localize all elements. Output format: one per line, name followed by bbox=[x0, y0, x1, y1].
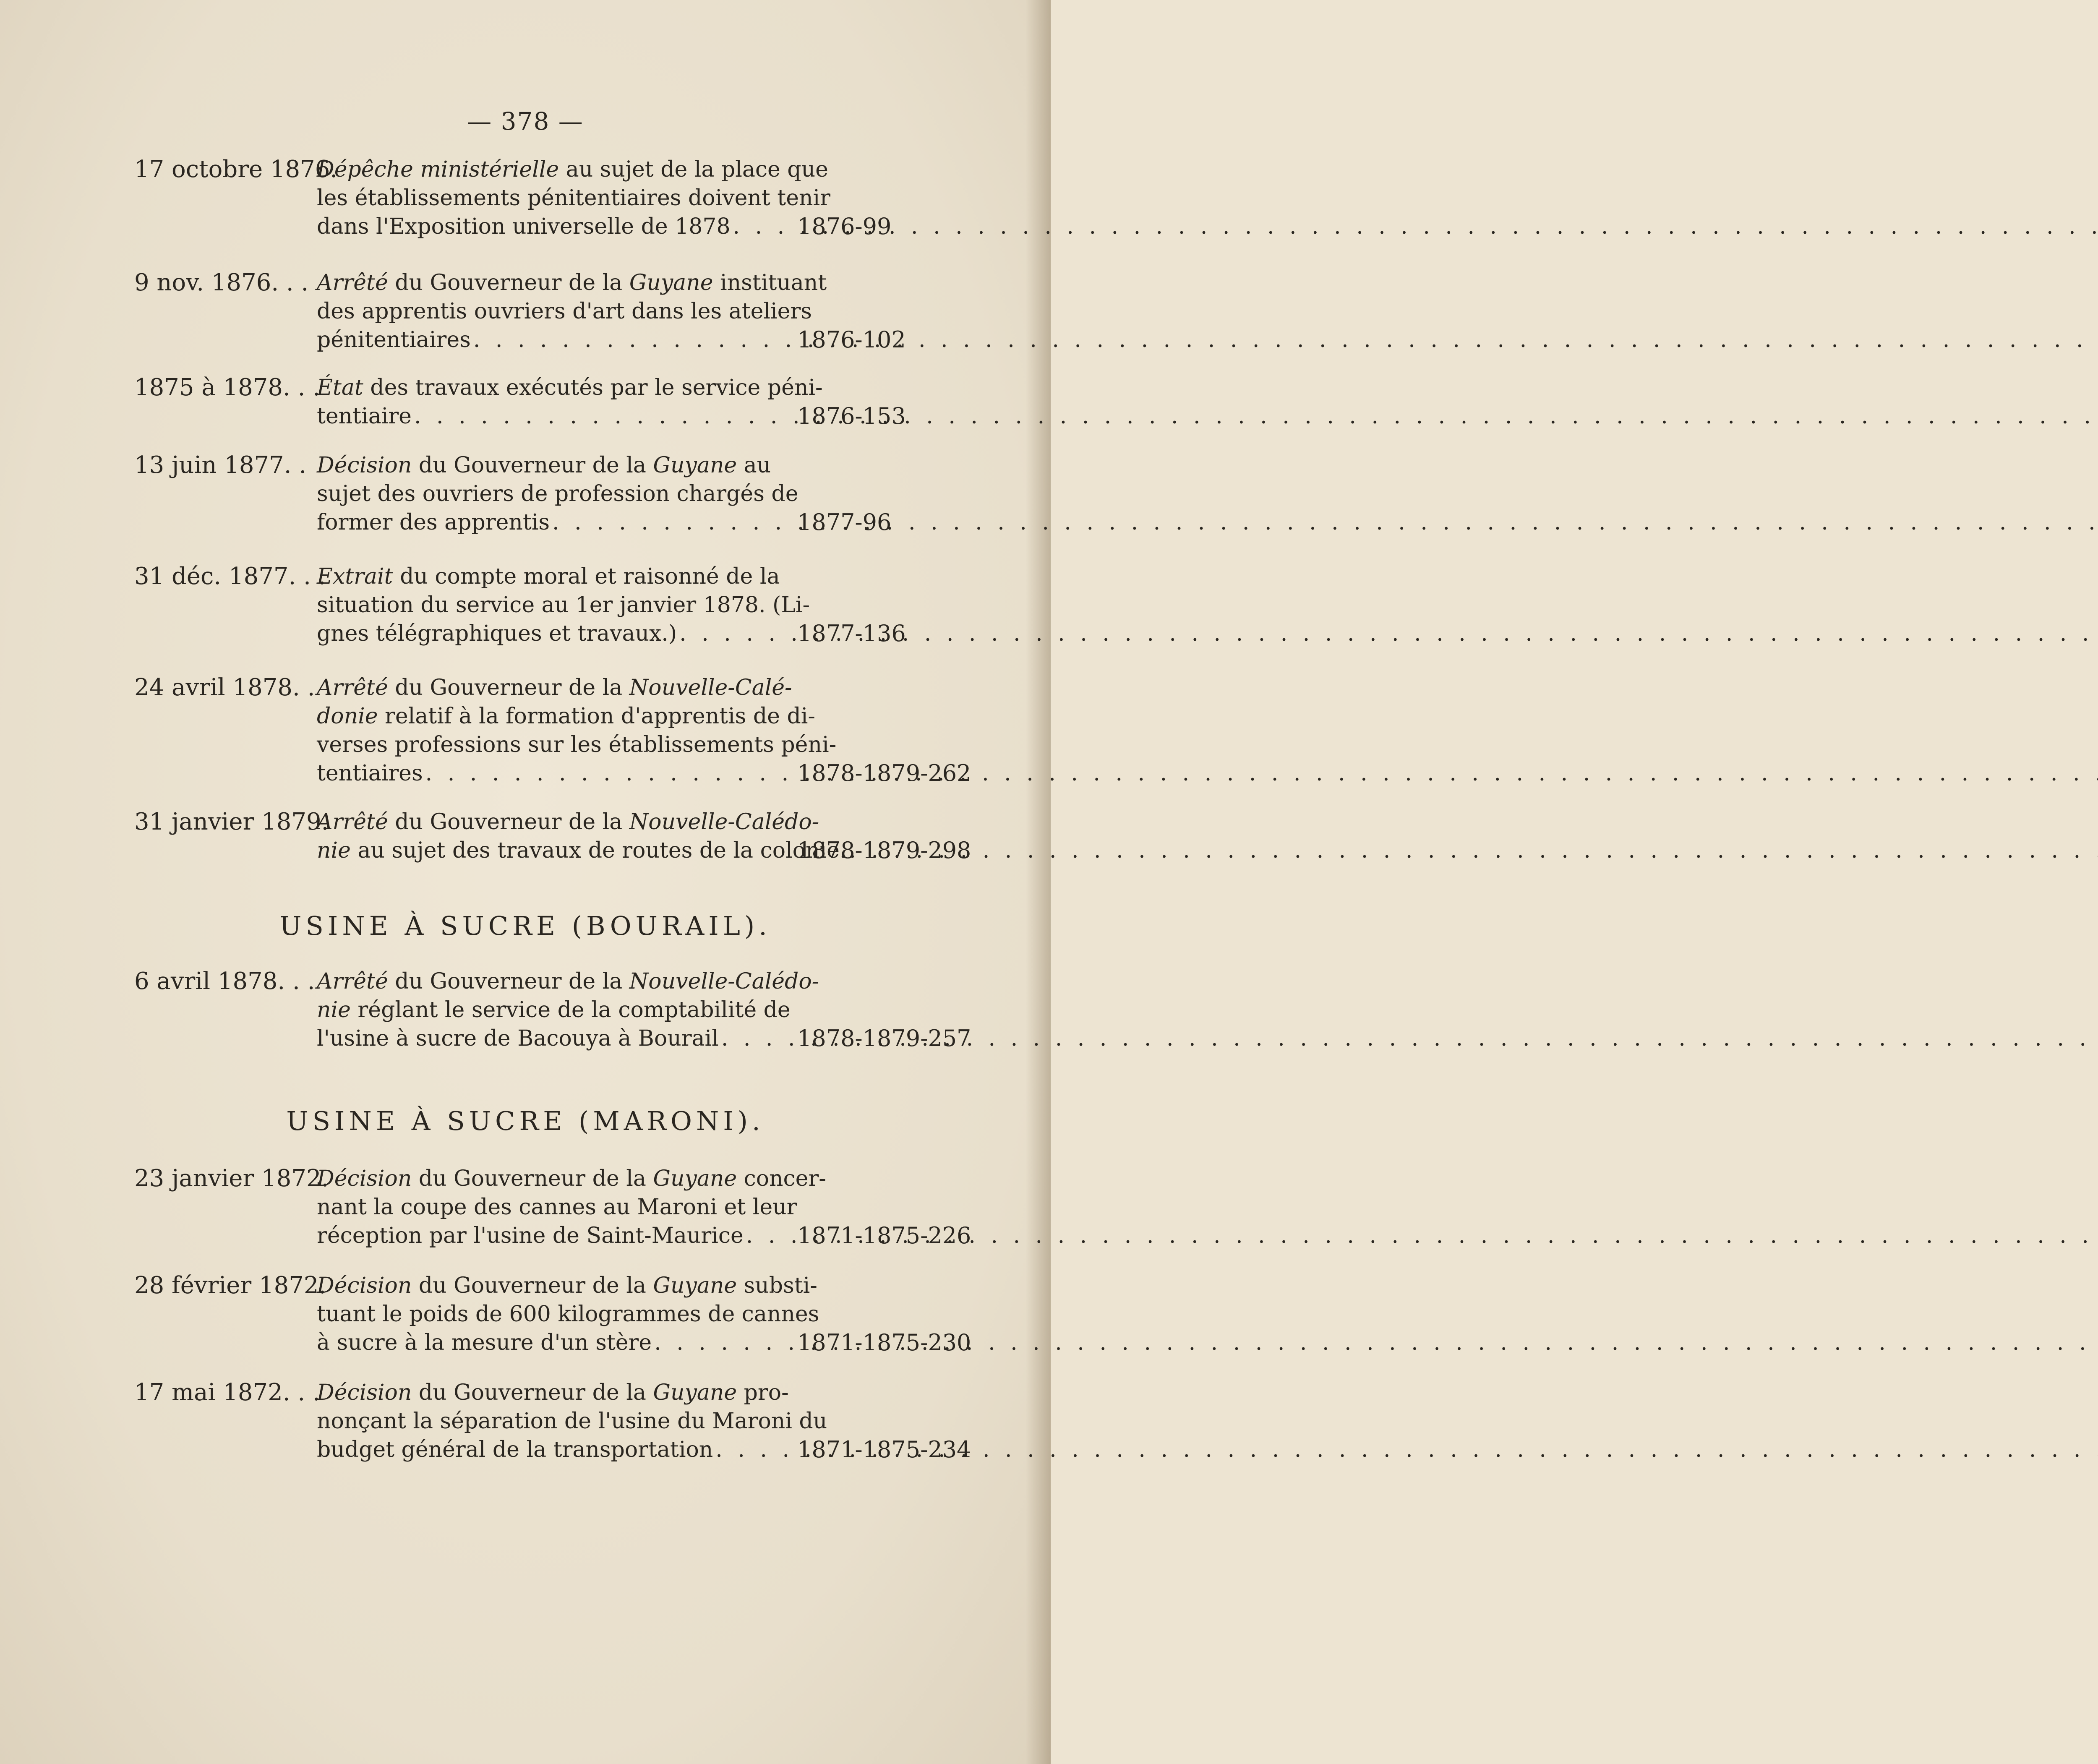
description-line bbox=[317, 1435, 791, 1464]
description-line bbox=[317, 155, 828, 184]
plain-text: tentiaires bbox=[317, 761, 423, 786]
emphasis-text: Extrait bbox=[317, 564, 393, 589]
emphasis-text: Guyane bbox=[629, 270, 713, 295]
plain-text: au sujet de la place que bbox=[559, 157, 828, 182]
description-line bbox=[317, 836, 847, 865]
plain-text: du Gouverneur de la bbox=[388, 675, 629, 700]
plain-text: du Gouverneur de la bbox=[388, 270, 629, 295]
plain-text: sujet des ouvriers de profession chargés de bbox=[317, 481, 798, 506]
plain-text: nant la coupe des cannes au Maroni et leur bbox=[317, 1195, 797, 1220]
description-line bbox=[317, 269, 827, 297]
emphasis-text: Guyane bbox=[653, 1166, 737, 1191]
plain-text: l'usine à sucre de Bacouya à Bourail bbox=[317, 1026, 719, 1051]
entry-date: 24 avril 1878. . bbox=[134, 674, 315, 701]
plain-text: du Gouverneur de la bbox=[412, 1380, 653, 1405]
entry-date: 9 nov. 1876. . . bbox=[134, 269, 309, 296]
description-line bbox=[317, 967, 819, 996]
plain-text: du Gouverneur de la bbox=[388, 809, 629, 835]
description-line bbox=[317, 212, 791, 241]
entry-date: 17 octobre 1876. bbox=[134, 156, 338, 183]
description-line bbox=[317, 1193, 797, 1221]
plain-text: les établissements pénitentiaires doivent tenir bbox=[317, 185, 830, 211]
page-number: — 378 — bbox=[467, 107, 584, 136]
description-line bbox=[317, 451, 791, 480]
description-line bbox=[317, 996, 791, 1024]
plain-text: au sujet des travaux de routes de la colonie. bbox=[350, 838, 847, 863]
dot-leader bbox=[423, 759, 2098, 788]
entry-reference: 1878-1879-262 bbox=[797, 760, 971, 786]
entry-reference: 1876-153 bbox=[797, 403, 906, 429]
plain-text: concer- bbox=[737, 1166, 826, 1191]
entry-reference: 1877-96 bbox=[797, 509, 892, 535]
entry-reference: 1871-1875-230 bbox=[797, 1329, 971, 1356]
entry-description bbox=[317, 808, 847, 865]
emphasis-text: donie bbox=[317, 704, 378, 729]
page-edge-shadow bbox=[1026, 0, 1051, 1764]
entry-date: 23 janvier 1872. bbox=[134, 1165, 329, 1192]
description-line bbox=[317, 184, 830, 212]
description-line bbox=[317, 619, 791, 648]
entry-date: 28 février 1872. bbox=[134, 1272, 326, 1299]
plain-text: instituant bbox=[713, 270, 827, 295]
description-text bbox=[317, 1435, 713, 1464]
entry-date: 6 avril 1878. . . bbox=[134, 968, 315, 995]
emphasis-text: Décision bbox=[317, 1380, 412, 1405]
plain-text: dans l'Exposition universelle de 1878 bbox=[317, 214, 731, 239]
description-line bbox=[317, 702, 815, 731]
plain-text: pénitentiaires bbox=[317, 327, 471, 352]
description-line bbox=[317, 808, 819, 836]
entry-date: 31 janvier 1879. bbox=[134, 808, 329, 835]
description-line bbox=[317, 562, 791, 591]
plain-text: à sucre à la mesure d'un stère bbox=[317, 1330, 652, 1355]
plain-text: tentiaire bbox=[317, 404, 412, 429]
section-title-maroni: USINE À SUCRE (MARONI). bbox=[286, 1106, 765, 1136]
entry-date: 17 mai 1872. . . bbox=[134, 1379, 320, 1406]
emphasis-text: Décision bbox=[317, 1273, 412, 1298]
section-title-bourail: USINE À SUCRE (BOURAIL). bbox=[279, 911, 771, 941]
entry-date: 1875 à 1878. . . bbox=[134, 374, 321, 401]
entry-reference: 1878-1879-298 bbox=[797, 837, 971, 864]
plain-text: du Gouverneur de la bbox=[412, 453, 653, 478]
plain-text: du Gouverneur de la bbox=[412, 1273, 653, 1298]
plain-text: du Gouverneur de la bbox=[412, 1166, 653, 1191]
dot-leader bbox=[846, 836, 2098, 865]
plain-text: réception par l'usine de Saint-Maurice bbox=[317, 1223, 744, 1248]
plain-text: au bbox=[737, 453, 771, 478]
description-text bbox=[317, 1024, 719, 1053]
emphasis-text: Dépêche ministérielle bbox=[317, 157, 559, 182]
description-line bbox=[317, 1221, 791, 1250]
emphasis-text: Arrêté bbox=[317, 270, 388, 295]
description-text bbox=[317, 619, 677, 648]
description-line bbox=[317, 373, 823, 402]
entry-reference: 1876-99 bbox=[797, 213, 892, 240]
dot-leader bbox=[412, 402, 2098, 431]
dot-leader bbox=[731, 212, 2098, 241]
description-text bbox=[317, 508, 550, 537]
entry-reference: 1871-1875-226 bbox=[797, 1222, 971, 1249]
description-text bbox=[317, 1328, 652, 1357]
emphasis-text: Arrêté bbox=[317, 809, 388, 835]
description-line bbox=[317, 1378, 791, 1407]
description-line bbox=[317, 1024, 791, 1053]
emphasis-text: Nouvelle-Calé- bbox=[629, 675, 792, 700]
entry-reference: 1878-1879-257 bbox=[797, 1025, 971, 1052]
emphasis-text: Décision bbox=[317, 453, 412, 478]
emphasis-text: nie bbox=[317, 997, 351, 1023]
entry-description bbox=[317, 451, 798, 537]
plain-text: réglant le service de la comptabilité de bbox=[350, 997, 791, 1023]
description-line bbox=[317, 673, 791, 702]
plain-text: du compte moral et raisonné de la bbox=[393, 564, 780, 589]
description-line bbox=[317, 1300, 819, 1328]
entry-description bbox=[317, 673, 837, 788]
emphasis-text: Nouvelle-Calédo- bbox=[629, 969, 819, 994]
entry-reference: 1876-102 bbox=[797, 326, 906, 353]
plain-text: budget général de la transportation bbox=[317, 1437, 713, 1462]
description-line bbox=[317, 326, 791, 354]
plain-text: des apprentis ouvriers d'art dans les ateliers bbox=[317, 299, 812, 324]
plain-text: former des apprentis bbox=[317, 510, 550, 535]
emphasis-text: État bbox=[317, 375, 363, 400]
dot-leader bbox=[471, 326, 2098, 354]
plain-text: pro- bbox=[737, 1380, 789, 1405]
entry-date: 31 déc. 1877. . . bbox=[134, 563, 326, 590]
description-text bbox=[317, 759, 423, 788]
description-text bbox=[317, 402, 412, 431]
description-line bbox=[317, 731, 837, 759]
emphasis-text: nie bbox=[317, 838, 351, 863]
dot-leader bbox=[550, 508, 2098, 537]
plain-text: nonçant la séparation de l'usine du Maroni du bbox=[317, 1409, 827, 1434]
entry-description bbox=[317, 967, 819, 1053]
plain-text: situation du service au 1er janvier 1878. (Li- bbox=[317, 592, 810, 618]
plain-text: des travaux exécutés par le service péni- bbox=[363, 375, 823, 400]
emphasis-text: Guyane bbox=[653, 1380, 737, 1405]
emphasis-text: Arrêté bbox=[317, 675, 388, 700]
entry-description bbox=[317, 562, 810, 648]
emphasis-text: Nouvelle-Calédo- bbox=[629, 809, 819, 835]
description-line bbox=[317, 297, 812, 326]
plain-text: du Gouverneur de la bbox=[388, 969, 629, 994]
plain-text: substi- bbox=[737, 1273, 817, 1298]
entry-reference: 1871-1875-234 bbox=[797, 1436, 971, 1463]
description-line bbox=[317, 1407, 827, 1435]
emphasis-text: Arrêté bbox=[317, 969, 388, 994]
entry-description bbox=[317, 1378, 827, 1464]
description-text bbox=[317, 326, 471, 354]
emphasis-text: Guyane bbox=[653, 1273, 737, 1298]
plain-text: gnes télégraphiques et travaux.) bbox=[317, 621, 677, 646]
description-line bbox=[317, 508, 791, 537]
description-text bbox=[317, 836, 846, 865]
plain-text: relatif à la formation d'apprentis de di- bbox=[378, 704, 815, 729]
entry-description bbox=[317, 269, 827, 354]
description-line bbox=[317, 1328, 791, 1357]
description-line bbox=[317, 402, 791, 431]
entry-description bbox=[317, 1271, 819, 1357]
description-line bbox=[317, 1271, 817, 1300]
plain-text: verses professions sur les établissements péni- bbox=[317, 732, 837, 757]
emphasis-text: Décision bbox=[317, 1166, 412, 1191]
description-text bbox=[317, 1221, 744, 1250]
entry-description bbox=[317, 1164, 826, 1250]
description-line bbox=[317, 759, 791, 788]
description-line bbox=[317, 591, 810, 619]
entry-date: 13 juin 1877. . bbox=[134, 451, 307, 479]
emphasis-text: Guyane bbox=[653, 453, 737, 478]
entry-description bbox=[317, 373, 823, 431]
entry-reference: 1877-136 bbox=[797, 620, 906, 647]
entry-description bbox=[317, 155, 830, 241]
description-text bbox=[317, 212, 731, 241]
description-line bbox=[317, 1164, 826, 1193]
description-line bbox=[317, 480, 798, 508]
plain-text: tuant le poids de 600 kilogrammes de cannes bbox=[317, 1302, 819, 1327]
